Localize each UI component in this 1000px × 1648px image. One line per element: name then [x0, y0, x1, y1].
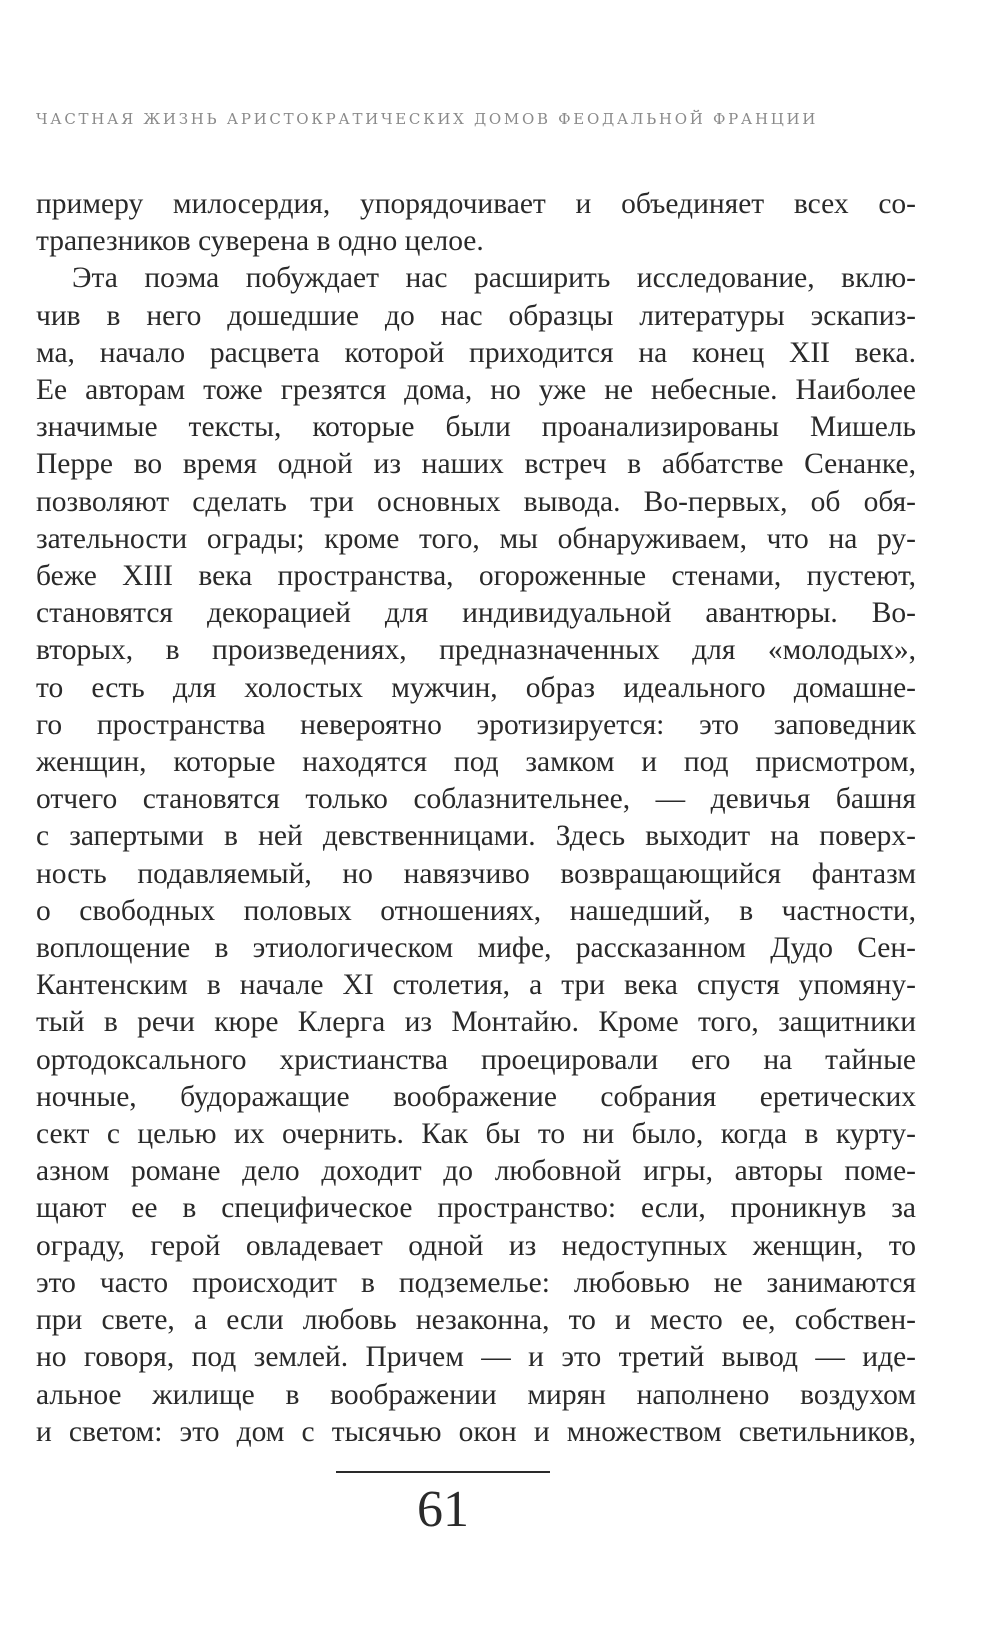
text-line: чив в него дошедшие до нас образцы литературы эскапиз- [36, 299, 916, 332]
text-line: ограду, герой овладевает одной из недоступных женщин, то [36, 1229, 916, 1262]
text-line: беже XIII века пространства, огороженные стенами, пустеют, [36, 560, 916, 593]
text-line: трапезников суверена в одно целое. [36, 225, 484, 258]
paragraph [36, 260, 916, 1451]
text-line: и светом: это дом с тысячью окон и множеством светильников, [36, 1415, 916, 1448]
text-line: при свете, а если любовь незаконна, то и место ее, собствен- [36, 1304, 916, 1337]
text-line: тый в речи кюре Клерга из Монтайю. Кроме того, защитники [36, 1006, 916, 1039]
text-line: альное жилище в воображении мирян наполнено воздухом [36, 1378, 916, 1411]
text-line: ночные, будоражащие воображение собрания еретических [36, 1080, 916, 1113]
paragraph [36, 186, 916, 260]
page-number: 61 [417, 1481, 469, 1538]
text-line: то есть для холостых мужчин, образ идеального домашне- [36, 671, 916, 704]
text-line: позволяют сделать три основных вывода. Во-первых, об обя- [36, 485, 916, 518]
text-line: зательности ограды; кроме того, мы обнаруживаем, что на ру- [36, 522, 916, 555]
running-header: ЧАСТНАЯ ЖИЗНЬ АРИСТОКРАТИЧЕСКИХ ДОМОВ ФЕОДАЛЬНОЙ ФРАНЦИИ [36, 110, 819, 128]
text-line: сект с целью их очернить. Как бы то ни было, когда в курту- [36, 1118, 916, 1151]
text-line: примеру милосердия, упорядочивает и объединяет всех со- [36, 188, 916, 220]
text-line: значимые тексты, которые были проанализированы Мишель [36, 411, 916, 444]
text-line: это часто происходит в подземелье: любовью не занимаются [36, 1266, 916, 1299]
text-line: воплощение в этиологическом мифе, рассказанном Дудо Сен- [36, 932, 916, 965]
text-line: азном романе дело доходит до любовной игры, авторы поме- [36, 1155, 916, 1188]
text-line: го пространства невероятно эротизируется: это заповедник [36, 708, 916, 741]
text-line: отчего становятся только соблазнительнее, — девичья башня [36, 783, 916, 816]
text-line: с запертыми в ней девственницами. Здесь выходит на поверх- [36, 820, 916, 853]
text-line: вторых, в произведениях, предназначенных для «молодых», [36, 634, 916, 667]
text-line: Перре во время одной из наших встреч в аббатстве Сенанке, [36, 448, 916, 481]
body-text [36, 186, 916, 1451]
text-line: становятся декорацией для индивидуальной авантюры. Во- [36, 597, 916, 630]
footer-rule [336, 1471, 550, 1473]
text-line: ортодоксального христианства проецировали его на тайные [36, 1043, 916, 1076]
text-line: ма, начало расцвета которой приходится на конец XII века. [36, 336, 916, 369]
text-line: женщин, которые находятся под замком и под присмотром, [36, 746, 916, 779]
text-line: Кантенским в начале XI столетия, а три века спустя упомяну- [36, 969, 916, 1002]
text-line: о свободных половых отношениях, нашедший, в частности, [36, 894, 916, 927]
text-line: щают ее в специфическое пространство: если, проникнув за [36, 1192, 916, 1225]
text-line: Эта поэма побуждает нас расширить исследование, вклю- [72, 262, 916, 295]
text-line: Ее авторам тоже грезятся дома, но уже не небесные. Наиболее [36, 374, 916, 407]
text-line: но говоря, под землей. Причем — и это третий вывод — иде- [36, 1341, 916, 1374]
text-line: ность подавляемый, но навязчиво возвращающийся фантазм [36, 857, 916, 890]
